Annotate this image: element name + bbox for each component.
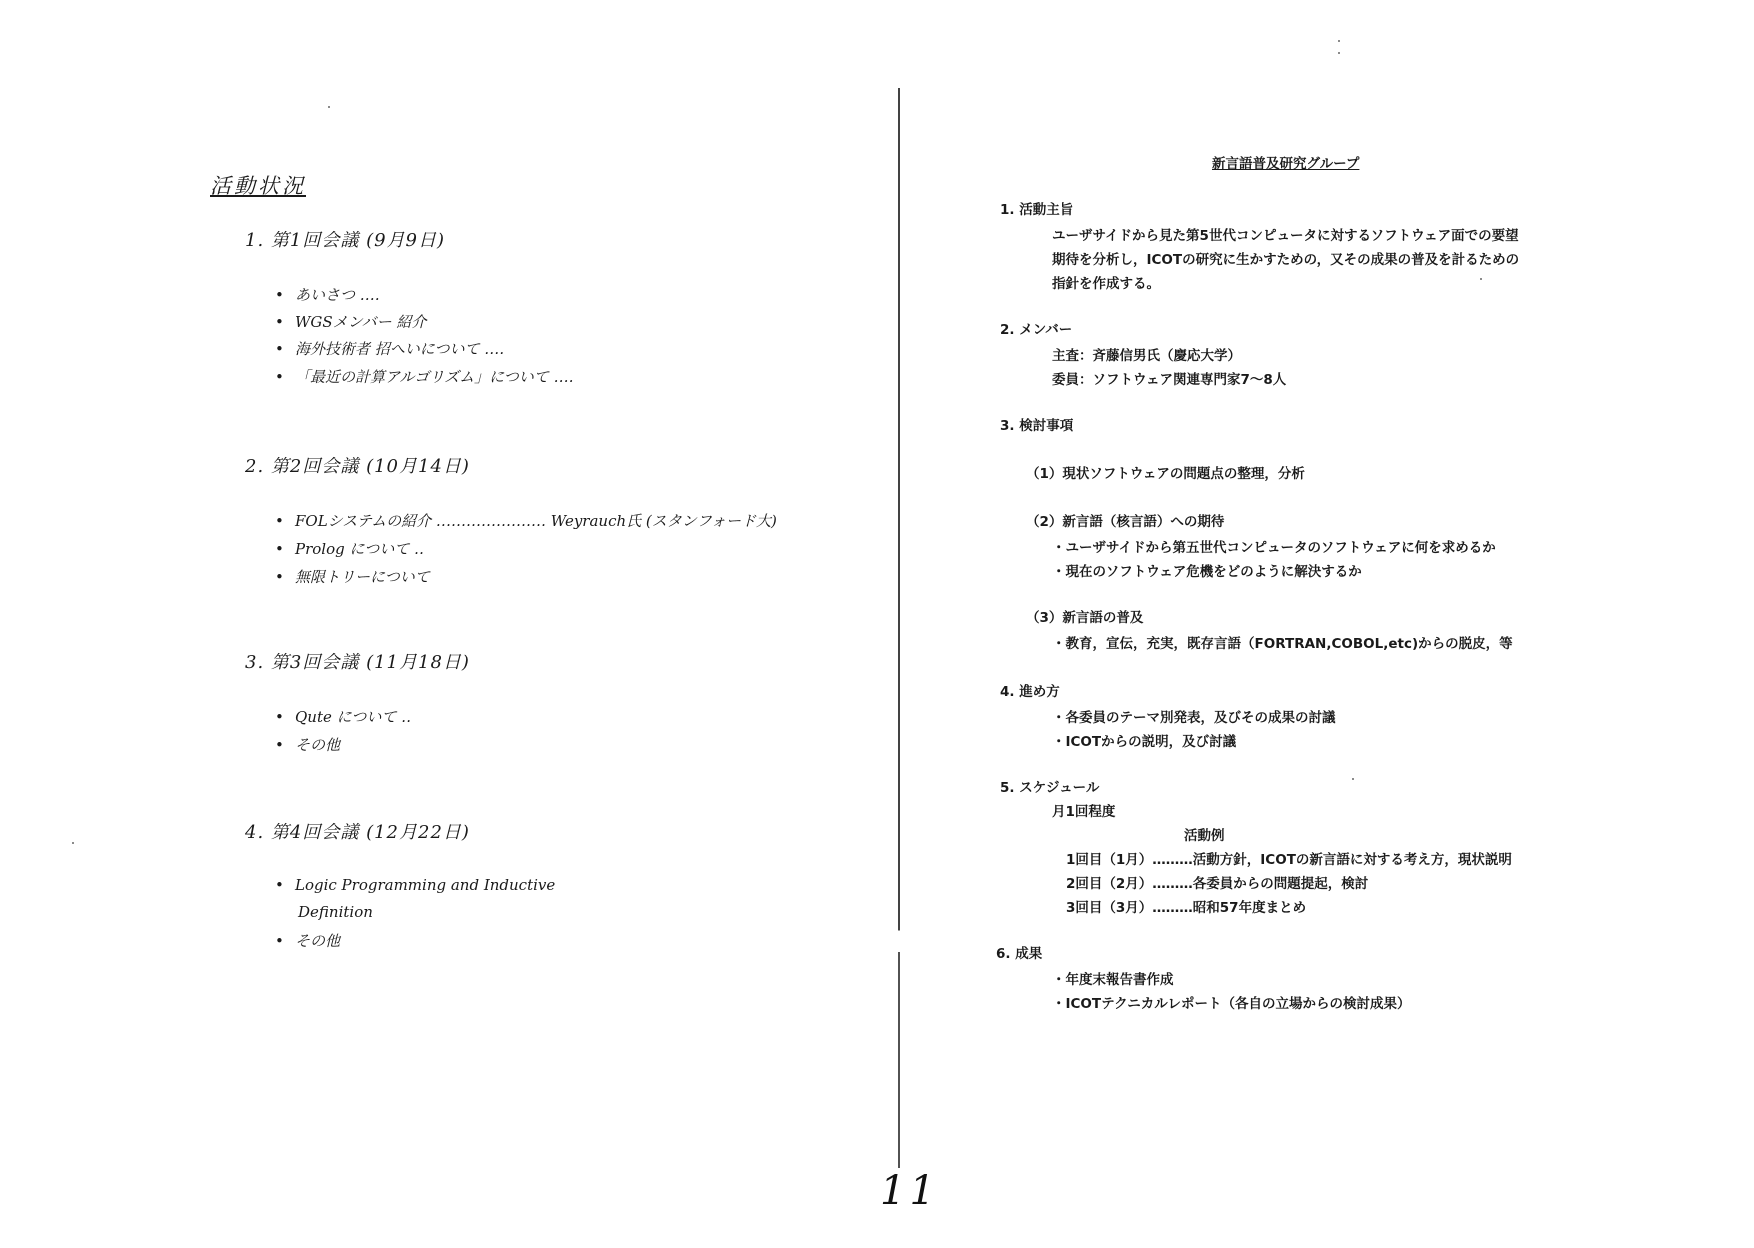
chair-line: 主査：斉藤信男氏（慶応大学） — [1052, 348, 1241, 364]
list-item: • Logic Programming and Inductive — [275, 876, 556, 894]
subsection-3-1: （1）現状ソフトウェアの問題点の整理，分析 — [1026, 466, 1305, 482]
list-item: ・各委員のテーマ別発表，及びその成果の討議 — [1052, 710, 1336, 726]
list-item: • FOLシステムの紹介 ‥‥‥‥‥‥‥‥‥‥‥ Weyrauch氏 (スタンフォード大) — [275, 512, 777, 530]
schedule-frequency: 月1回程度 — [1052, 804, 1116, 820]
section-1-text: 指針を作成する。 — [1052, 276, 1160, 292]
section-4-heading: 4. 進め方 — [1000, 684, 1060, 700]
list-item: ・年度末報告書作成 — [1052, 972, 1174, 988]
scan-speck — [1338, 52, 1340, 54]
list-item: • Prolog について ‥ — [275, 540, 424, 558]
list-item: • 海外技術者 招へいについて ‥‥ — [275, 340, 505, 358]
section-1-text: 期待を分析し，ICOTの研究に生かすための，又その成果の普及を計るための — [1052, 252, 1520, 268]
subsection-3-2: （2）新言語（核言語）への期待 — [1026, 514, 1225, 530]
scan-speck — [72, 842, 74, 844]
section-1-heading: 1. 活動主旨 — [1000, 202, 1074, 218]
section-1-text: ユーザサイドから見た第5世代コンピュータに対するソフトウェア面での要望 — [1052, 228, 1519, 244]
scan-speck — [1480, 278, 1482, 280]
section-3-heading: 3. 検討事項 — [1000, 418, 1074, 434]
schedule-example-label: 活動例 — [1184, 828, 1225, 844]
subsection-3-3: （3）新言語の普及 — [1026, 610, 1144, 626]
list-item: • あいさつ ‥‥ — [275, 286, 380, 304]
page-number: 11 — [880, 1168, 939, 1214]
members-line: 委員：ソフトウェア関連専門家7～8人 — [1052, 372, 1287, 388]
list-item: • WGSメンバー 紹介 — [275, 313, 427, 331]
schedule-row: 1回目（1月）………活動方針，ICOTの新言語に対する考え方，現状説明 — [1066, 852, 1512, 868]
list-item: • その他 — [275, 736, 341, 754]
page-divider — [898, 88, 900, 1168]
section-6-heading: 6. 成果 — [996, 946, 1043, 962]
section-5-heading: 5. スケジュール — [1000, 780, 1100, 796]
meeting-2-heading: 2. 第2回会議 (10月14日) — [245, 456, 470, 477]
research-group-title: 新言語普及研究グループ — [1212, 156, 1360, 172]
meeting-1-heading: 1. 第1回会議 (9月9日) — [245, 230, 446, 251]
list-item: • Qute について ‥ — [275, 708, 412, 726]
list-item: ・ICOTテクニカルレポート（各自の立場からの検討成果） — [1052, 996, 1411, 1012]
list-item: • 無限トリーについて — [275, 568, 430, 586]
list-item: • その他 — [275, 932, 341, 950]
meeting-3-heading: 3. 第3回会議 (11月18日) — [245, 652, 470, 673]
scan-speck — [328, 106, 330, 108]
activity-status-title: 活動状況 — [210, 174, 306, 198]
scan-speck — [1352, 778, 1354, 780]
schedule-row: 3回目（3月）………昭和57年度まとめ — [1066, 900, 1307, 916]
scan-speck — [1338, 40, 1340, 42]
meeting-4-heading: 4. 第4回会議 (12月22日) — [245, 822, 470, 843]
schedule-row: 2回目（2月）………各委員からの問題提起，検討 — [1066, 876, 1369, 892]
list-item: ・現在のソフトウェア危機をどのように解決するか — [1052, 564, 1362, 580]
list-item: ・教育，宣伝，充実，既存言語（FORTRAN,COBOL,etc)からの脱皮，等 — [1052, 636, 1513, 652]
list-item: ・ユーザサイドから第五世代コンピュータのソフトウェアに何を求めるか — [1052, 540, 1496, 556]
list-item: ・ICOTからの説明，及び討議 — [1052, 734, 1237, 750]
list-item-continuation: Definition — [298, 903, 373, 921]
section-2-heading: 2. メンバー — [1000, 322, 1073, 338]
list-item: • 「最近の計算アルゴリズム」について ‥‥ — [275, 368, 574, 386]
